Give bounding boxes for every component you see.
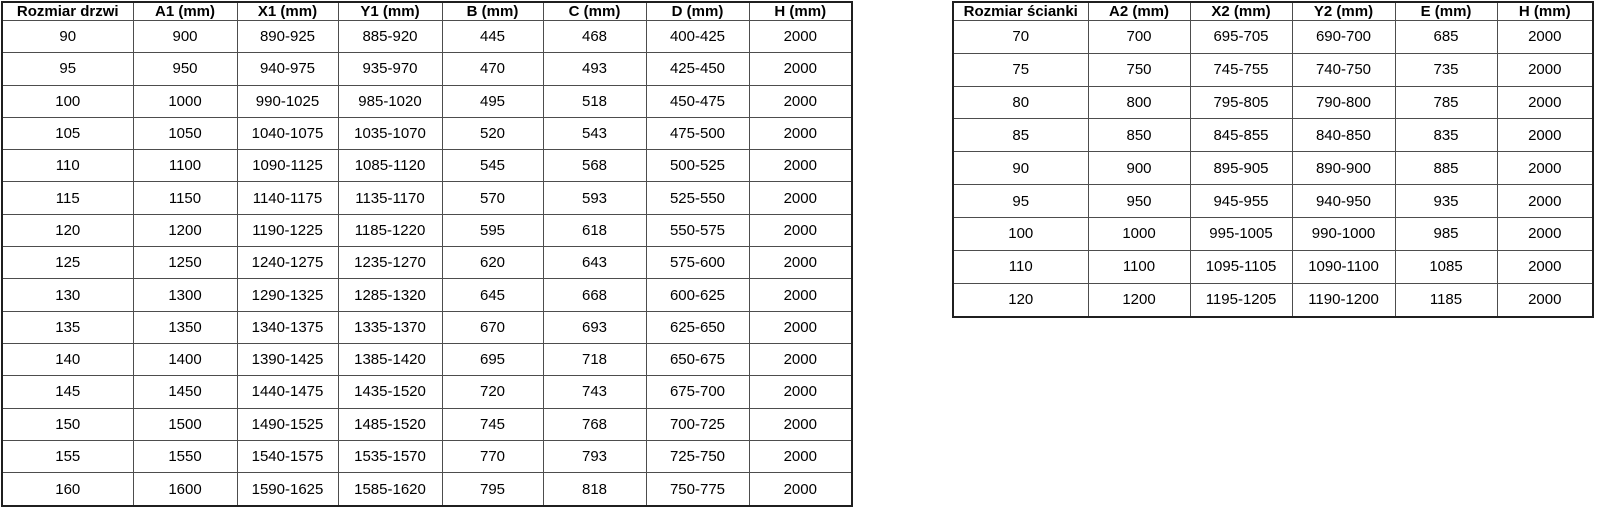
table-cell: 1090-1100 (1292, 250, 1395, 283)
table-row (953, 86, 1593, 119)
table-cell: 1290-1325 (237, 279, 338, 311)
table-cell: 150 (2, 408, 133, 440)
table-cell: 425-450 (646, 53, 749, 85)
table-cell: 2000 (1497, 217, 1593, 250)
table-cell: 885 (1395, 152, 1497, 185)
table-cell: 1100 (1088, 250, 1190, 283)
table-cell: 995-1005 (1190, 217, 1292, 250)
table-cell: 2000 (749, 473, 852, 506)
table-cell: 1200 (1088, 283, 1190, 317)
table-cell: 668 (543, 279, 646, 311)
table-cell: 2000 (749, 343, 852, 375)
table-row (2, 117, 852, 149)
column-header: A2 (mm) (1088, 2, 1190, 21)
table-cell: 600-625 (646, 279, 749, 311)
table-cell: 145 (2, 376, 133, 408)
table-cell: 120 (2, 214, 133, 246)
table-cell: 2000 (749, 21, 852, 53)
table-cell: 2000 (1497, 185, 1593, 218)
table-cell: 625-650 (646, 311, 749, 343)
table-cell: 890-900 (1292, 152, 1395, 185)
table-cell: 743 (543, 376, 646, 408)
table-cell: 990-1025 (237, 85, 338, 117)
table-cell: 800 (1088, 86, 1190, 119)
table-cell: 693 (543, 311, 646, 343)
table-cell: 1035-1070 (338, 117, 442, 149)
table-cell: 543 (543, 117, 646, 149)
table-cell: 2000 (749, 150, 852, 182)
table-cell: 520 (442, 117, 543, 149)
table-cell: 793 (543, 440, 646, 472)
table-cell: 650-675 (646, 343, 749, 375)
table-cell: 2000 (1497, 21, 1593, 54)
table-cell: 100 (953, 217, 1088, 250)
column-header: X2 (mm) (1190, 2, 1292, 21)
table-row (2, 473, 852, 506)
column-header: H (mm) (1497, 2, 1593, 21)
table-cell: 115 (2, 182, 133, 214)
table-cell: 1435-1520 (338, 376, 442, 408)
column-header: X1 (mm) (237, 2, 338, 21)
column-header: Rozmiar ścianki (953, 2, 1088, 21)
column-header: C (mm) (543, 2, 646, 21)
table-cell: 120 (953, 283, 1088, 317)
column-header: E (mm) (1395, 2, 1497, 21)
table-cell: 1190-1200 (1292, 283, 1395, 317)
table-cell: 1340-1375 (237, 311, 338, 343)
table-cell: 945-955 (1190, 185, 1292, 218)
table-row (2, 214, 852, 246)
table-cell: 1450 (133, 376, 237, 408)
table-cell: 985 (1395, 217, 1497, 250)
table-cell: 670 (442, 311, 543, 343)
table-row (2, 182, 852, 214)
table-cell: 768 (543, 408, 646, 440)
table-cell: 990-1000 (1292, 217, 1395, 250)
table-cell: 890-925 (237, 21, 338, 53)
table-cell: 1185 (1395, 283, 1497, 317)
table-row (953, 217, 1593, 250)
table-row (953, 185, 1593, 218)
table-cell: 745-755 (1190, 53, 1292, 86)
table-cell: 700-725 (646, 408, 749, 440)
table-cell: 935-970 (338, 53, 442, 85)
table-cell: 900 (133, 21, 237, 53)
table-cell: 643 (543, 247, 646, 279)
table-cell: 935 (1395, 185, 1497, 218)
table-cell: 2000 (1497, 250, 1593, 283)
table-cell: 1100 (133, 150, 237, 182)
table-cell: 720 (442, 376, 543, 408)
table-cell: 835 (1395, 119, 1497, 152)
table-cell: 495 (442, 85, 543, 117)
table-cell: 818 (543, 473, 646, 506)
table-cell: 110 (953, 250, 1088, 283)
table-cell: 85 (953, 119, 1088, 152)
table-row (953, 21, 1593, 54)
table-row (2, 343, 852, 375)
table-cell: 645 (442, 279, 543, 311)
table-cell: 2000 (749, 182, 852, 214)
table-cell: 2000 (749, 408, 852, 440)
table-cell: 1000 (133, 85, 237, 117)
table-cell: 1540-1575 (237, 440, 338, 472)
table-cell: 545 (442, 150, 543, 182)
table-cell: 105 (2, 117, 133, 149)
column-header: Rozmiar drzwi (2, 2, 133, 21)
table-cell: 470 (442, 53, 543, 85)
table-cell: 1400 (133, 343, 237, 375)
table-cell: 2000 (1497, 53, 1593, 86)
table-cell: 1440-1475 (237, 376, 338, 408)
table-cell: 75 (953, 53, 1088, 86)
table-cell: 1385-1420 (338, 343, 442, 375)
table-cell: 1040-1075 (237, 117, 338, 149)
table-cell: 1285-1320 (338, 279, 442, 311)
table-cell: 675-700 (646, 376, 749, 408)
table-cell: 750-775 (646, 473, 749, 506)
table-cell: 2000 (749, 311, 852, 343)
table-cell: 595 (442, 214, 543, 246)
column-header: D (mm) (646, 2, 749, 21)
table-cell: 1150 (133, 182, 237, 214)
table-cell: 125 (2, 247, 133, 279)
column-header: Y2 (mm) (1292, 2, 1395, 21)
table-cell: 940-950 (1292, 185, 1395, 218)
table-cell: 1185-1220 (338, 214, 442, 246)
table-cell: 685 (1395, 21, 1497, 54)
table-cell: 1350 (133, 311, 237, 343)
table-cell: 1140-1175 (237, 182, 338, 214)
table-cell: 695 (442, 343, 543, 375)
table-cell: 575-600 (646, 247, 749, 279)
table-cell: 2000 (749, 85, 852, 117)
table-cell: 1240-1275 (237, 247, 338, 279)
table-row (953, 119, 1593, 152)
table-cell: 795-805 (1190, 86, 1292, 119)
table-cell: 1195-1205 (1190, 283, 1292, 317)
table-cell: 2000 (1497, 152, 1593, 185)
table-cell: 1200 (133, 214, 237, 246)
table-cell: 1485-1520 (338, 408, 442, 440)
table-cell: 1250 (133, 247, 237, 279)
table-cell: 95 (953, 185, 1088, 218)
table-cell: 840-850 (1292, 119, 1395, 152)
table-cell: 618 (543, 214, 646, 246)
table-cell: 518 (543, 85, 646, 117)
table-cell: 493 (543, 53, 646, 85)
table-cell: 1085 (1395, 250, 1497, 283)
table-cell: 568 (543, 150, 646, 182)
table-cell: 2000 (749, 214, 852, 246)
column-header: H (mm) (749, 2, 852, 21)
table-row (2, 53, 852, 85)
table-cell: 525-550 (646, 182, 749, 214)
table-row (2, 247, 852, 279)
table-cell: 140 (2, 343, 133, 375)
table-cell: 2000 (1497, 119, 1593, 152)
table-cell: 90 (2, 21, 133, 53)
table-cell: 770 (442, 440, 543, 472)
table-cell: 2000 (1497, 86, 1593, 119)
table-cell: 695-705 (1190, 21, 1292, 54)
table-cell: 155 (2, 440, 133, 472)
table-cell: 1500 (133, 408, 237, 440)
table-cell: 1050 (133, 117, 237, 149)
table-cell: 1085-1120 (338, 150, 442, 182)
table-row (953, 152, 1593, 185)
table-cell: 80 (953, 86, 1088, 119)
table-cell: 985-1020 (338, 85, 442, 117)
table-cell: 1535-1570 (338, 440, 442, 472)
table-cell: 1000 (1088, 217, 1190, 250)
table-cell: 130 (2, 279, 133, 311)
table-cell: 1390-1425 (237, 343, 338, 375)
table-cell: 400-425 (646, 21, 749, 53)
table-cell: 740-750 (1292, 53, 1395, 86)
table-cell: 450-475 (646, 85, 749, 117)
table-cell: 620 (442, 247, 543, 279)
table-cell: 1135-1170 (338, 182, 442, 214)
table-cell: 795 (442, 473, 543, 506)
table-cell: 2000 (749, 440, 852, 472)
table-row (953, 250, 1593, 283)
table-cell: 745 (442, 408, 543, 440)
table-cell: 2000 (749, 53, 852, 85)
table-row (2, 311, 852, 343)
column-header: B (mm) (442, 2, 543, 21)
table-cell: 940-975 (237, 53, 338, 85)
table-cell: 1095-1105 (1190, 250, 1292, 283)
table-cell: 690-700 (1292, 21, 1395, 54)
table-cell: 850 (1088, 119, 1190, 152)
table-cell: 593 (543, 182, 646, 214)
table-cell: 1490-1525 (237, 408, 338, 440)
table-cell: 950 (133, 53, 237, 85)
table-row (2, 21, 852, 53)
table-cell: 100 (2, 85, 133, 117)
header-row (2, 2, 852, 21)
table-cell: 735 (1395, 53, 1497, 86)
table-row (2, 440, 852, 472)
table-cell: 2000 (749, 247, 852, 279)
table-cell: 95 (2, 53, 133, 85)
door-size-table (1, 1, 853, 507)
table-row (2, 376, 852, 408)
table-row (2, 150, 852, 182)
table-cell: 570 (442, 182, 543, 214)
table-cell: 700 (1088, 21, 1190, 54)
table-cell: 500-525 (646, 150, 749, 182)
table-cell: 895-905 (1190, 152, 1292, 185)
table-cell: 785 (1395, 86, 1497, 119)
table-cell: 468 (543, 21, 646, 53)
table-cell: 90 (953, 152, 1088, 185)
table-cell: 950 (1088, 185, 1190, 218)
table-cell: 2000 (749, 376, 852, 408)
table-cell: 110 (2, 150, 133, 182)
table-cell: 1300 (133, 279, 237, 311)
table-cell: 135 (2, 311, 133, 343)
table-cell: 845-855 (1190, 119, 1292, 152)
table-cell: 1090-1125 (237, 150, 338, 182)
header-row (953, 2, 1593, 21)
table-row (2, 85, 852, 117)
table-row (953, 53, 1593, 86)
table-cell: 750 (1088, 53, 1190, 86)
column-header: A1 (mm) (133, 2, 237, 21)
table-cell: 1600 (133, 473, 237, 506)
table-cell: 1550 (133, 440, 237, 472)
table-row (2, 279, 852, 311)
table-cell: 900 (1088, 152, 1190, 185)
table-row (2, 408, 852, 440)
table-cell: 1590-1625 (237, 473, 338, 506)
table-cell: 1190-1225 (237, 214, 338, 246)
table-cell: 1585-1620 (338, 473, 442, 506)
column-header: Y1 (mm) (338, 2, 442, 21)
table-cell: 885-920 (338, 21, 442, 53)
table-cell: 550-575 (646, 214, 749, 246)
table-cell: 2000 (749, 279, 852, 311)
table-cell: 725-750 (646, 440, 749, 472)
table-cell: 445 (442, 21, 543, 53)
wall-size-table (952, 1, 1594, 318)
table-cell: 1335-1370 (338, 311, 442, 343)
table-cell: 790-800 (1292, 86, 1395, 119)
table-cell: 1235-1270 (338, 247, 442, 279)
table-cell: 70 (953, 21, 1088, 54)
table-cell: 2000 (1497, 283, 1593, 317)
table-row (953, 283, 1593, 317)
table-cell: 160 (2, 473, 133, 506)
table-cell: 475-500 (646, 117, 749, 149)
table-cell: 718 (543, 343, 646, 375)
table-cell: 2000 (749, 117, 852, 149)
